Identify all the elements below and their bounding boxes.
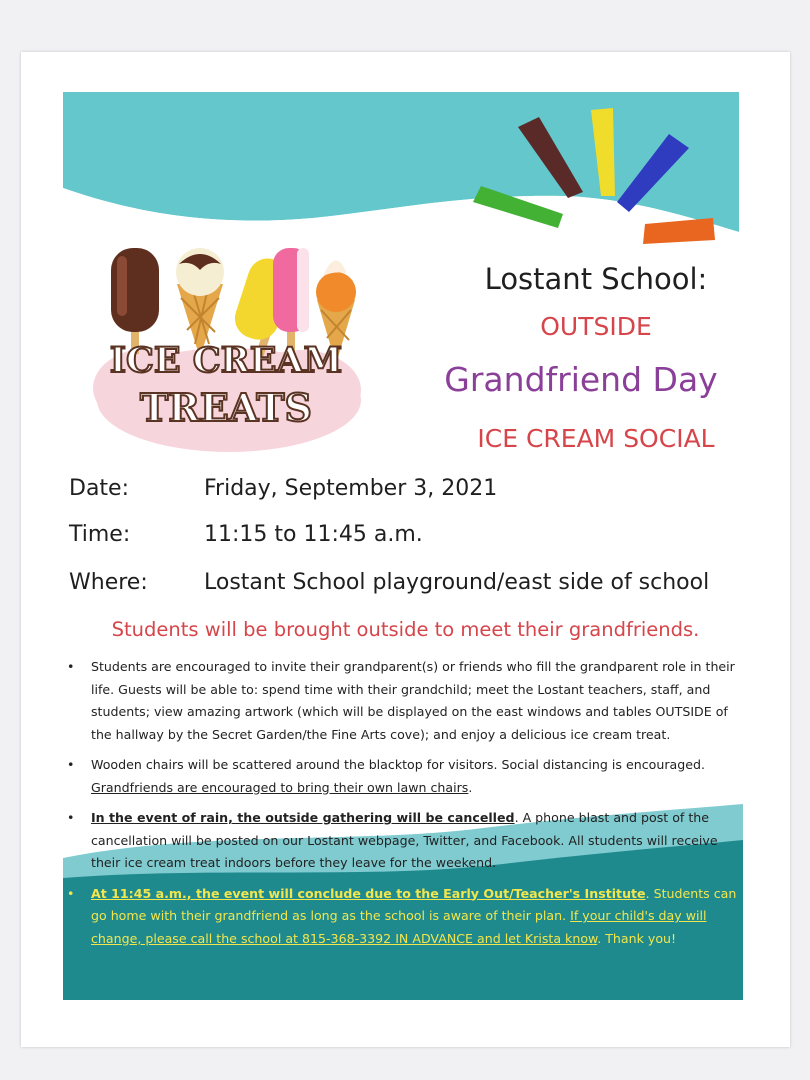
- header-banner: [63, 92, 743, 252]
- bullet-rain-bold: In the event of rain, the outside gathering will be cancelled: [91, 810, 515, 825]
- event-title: Grandfriend Day: [444, 360, 718, 399]
- bullet-dot-icon: •: [67, 885, 75, 901]
- ice-cream-treats-logo: [91, 240, 361, 496]
- bullet-dot-icon: •: [67, 757, 75, 772]
- chocolate-popsicle-icon: [111, 248, 159, 354]
- school-title: Lostant School:: [484, 262, 708, 296]
- date-label: Date:: [69, 476, 129, 501]
- bullet-early-out: [65, 883, 741, 951]
- where-label: Where:: [69, 570, 148, 595]
- bullet-early-out-text: . Students can go home with their grandfriend as long as the school is aware of their plan.: [91, 885, 737, 923]
- social-title: ICE CREAM SOCIAL: [477, 424, 715, 453]
- students-subheading: Students will be brought outside to meet their grandfriends.: [111, 618, 700, 641]
- bullet-chairs: [65, 754, 741, 799]
- bullet-early-out-bold: At 11:45 a.m., the event will conclude due to the Early Out/Teacher's Institute: [91, 885, 646, 901]
- bullet-rain: [65, 807, 741, 875]
- logo-line-1: ICE CREAM: [109, 340, 343, 381]
- logo-line-2: TREATS: [140, 385, 312, 430]
- bullet-dot-icon: •: [67, 659, 75, 674]
- date-value: Friday, September 3, 2021: [204, 476, 498, 501]
- flyer-page: [21, 52, 790, 1047]
- bullet-early-out-underlined: If your child's day will change, please call the school at 815-368-3392 IN ADVANCE and let Krista know: [91, 908, 707, 946]
- bullet-guests-text: Students are encouraged to invite their grandparent(s) or friends who fill the grandparent role in their life. Guests will be able to: spend time with their grandchild; meet the Lostant teachers, staff, and students; view amazing artwork (which will be displayed on the east windows and tables OUTSIDE of the hallway by the Secret Garden/the Fine Arts cove); and enjoy a delicious ice cream treat.: [91, 659, 735, 742]
- time-label: Time:: [69, 522, 131, 547]
- bullet-rain-text: . A phone blast and post of the cancellation will be posted on our Lostant webpage, Twitter, and Facebook. All students will receive their ice cream treat indoors before they leave for the weekend.: [91, 810, 718, 870]
- bullet-chairs-end: .: [468, 779, 473, 795]
- bullet-dot-icon: •: [67, 810, 75, 825]
- time-value: 11:15 to 11:45 a.m.: [204, 522, 423, 547]
- bullet-chairs-text: Wooden chairs will be scattered around the blacktop for visitors. Social distancing is encouraged.: [91, 757, 705, 772]
- where-value: Lostant School playground/east side of school: [204, 570, 710, 595]
- bullet-early-out-end: . Thank you!: [597, 930, 677, 946]
- bullet-guests: [65, 656, 741, 746]
- bullet-chairs-underlined: Grandfriends are encouraged to bring their own lawn chairs: [91, 779, 469, 795]
- outside-title: OUTSIDE: [540, 312, 652, 341]
- info-bullets: [65, 656, 741, 958]
